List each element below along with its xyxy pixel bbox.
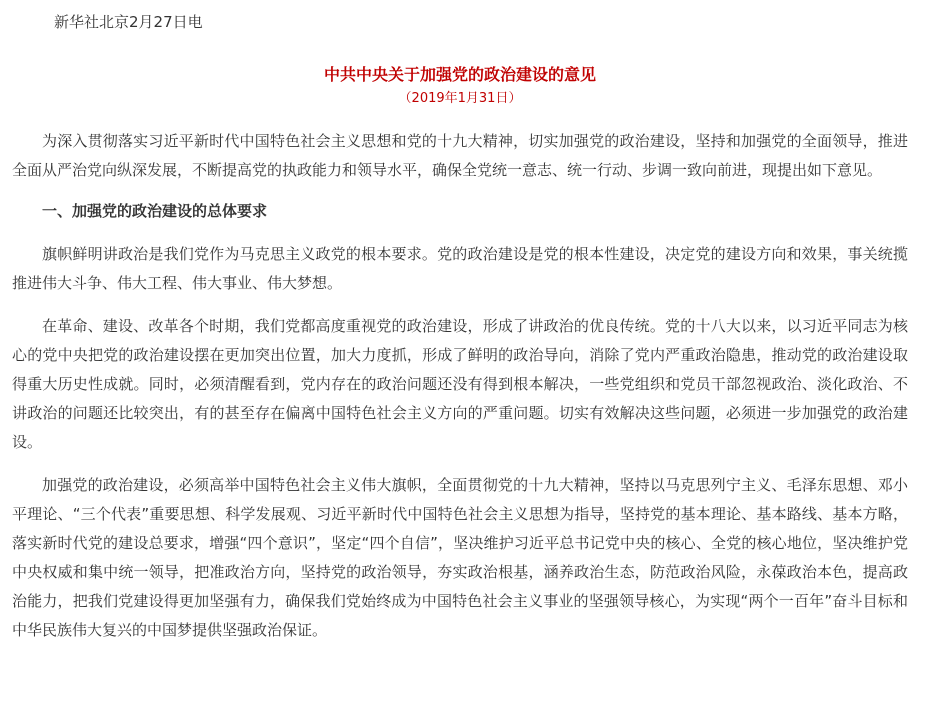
paragraph-2: 在革命、建设、改革各个时期，我们党都高度重视党的政治建设，形成了讲政治的优良传统。党的十八大以来，以习近平同志为核心的党中央把党的政治建设摆在更加突出位置，加大力度抓，形成了鲜明的政治导向，消除了党内严重政治隐患，推动党的政治建设取得重大历史性成就。同时，必须清醒看到，党内存在的政治问题还没有得到根本解决，一些党组织和党员干部忽视政治、淡化政治、不讲政治的问题还比较突出，有的甚至存在偏离中国特色社会主义方向的严重问题。切实有效解决这些问题，必须进一步加强党的政治建设。 xyxy=(12,317,908,451)
dateline: 新华社北京2月27日电 xyxy=(54,13,203,31)
section-heading: 一、加强党的政治建设的总体要求 xyxy=(42,202,268,220)
paragraph-1: 旗帜鲜明讲政治是我们党作为马克思主义政党的根本要求。党的政治建设是党的根本性建设，决定党的建设方向和效果，事关统揽推进伟大斗争、伟大工程、伟大事业、伟大梦想。 xyxy=(12,245,908,292)
paragraph-3: 加强党的政治建设，必须高举中国特色社会主义伟大旗帜，全面贯彻党的十九大精神，坚持以马克思列宁主义、毛泽东思想、邓小平理论、“三个代表”重要思想、科学发展观、习近平新时代中国特色社会主义思想为指导，坚持党的基本理论、基本路线、基本方略，落实新时代党的建设总要求，增强“四个意识”，坚定“四个自信”，坚决维护习近平总书记党中央的核心、全党的核心地位，坚决维护党中央权威和集中统一领导，把准政治方向，坚持党的政治领导，夯实政治根基，涵养政治生态，防范政治风险，永葆政治本色，提高政治能力，把我们党建设得更加坚强有力，确保我们党始终成为中国特色社会主义事业的坚强领导核心，为实现“两个一百年”奋斗目标和中华民族伟大复兴的中国梦提供坚强政治保证。 xyxy=(12,476,908,639)
article-date: （2019年1月31日） xyxy=(398,91,522,106)
intro-paragraph: 为深入贯彻落实习近平新时代中国特色社会主义思想和党的十九大精神，切实加强党的政治建设，坚持和加强党的全面领导，推进全面从严治党向纵深发展，不断提高党的执政能力和领导水平，确保全党统一意志、统一行动、步调一致向前进，现提出如下意见。 xyxy=(12,132,908,179)
article-title: 中共中央关于加强党的政治建设的意见 xyxy=(323,65,596,84)
article-body xyxy=(12,0,908,645)
